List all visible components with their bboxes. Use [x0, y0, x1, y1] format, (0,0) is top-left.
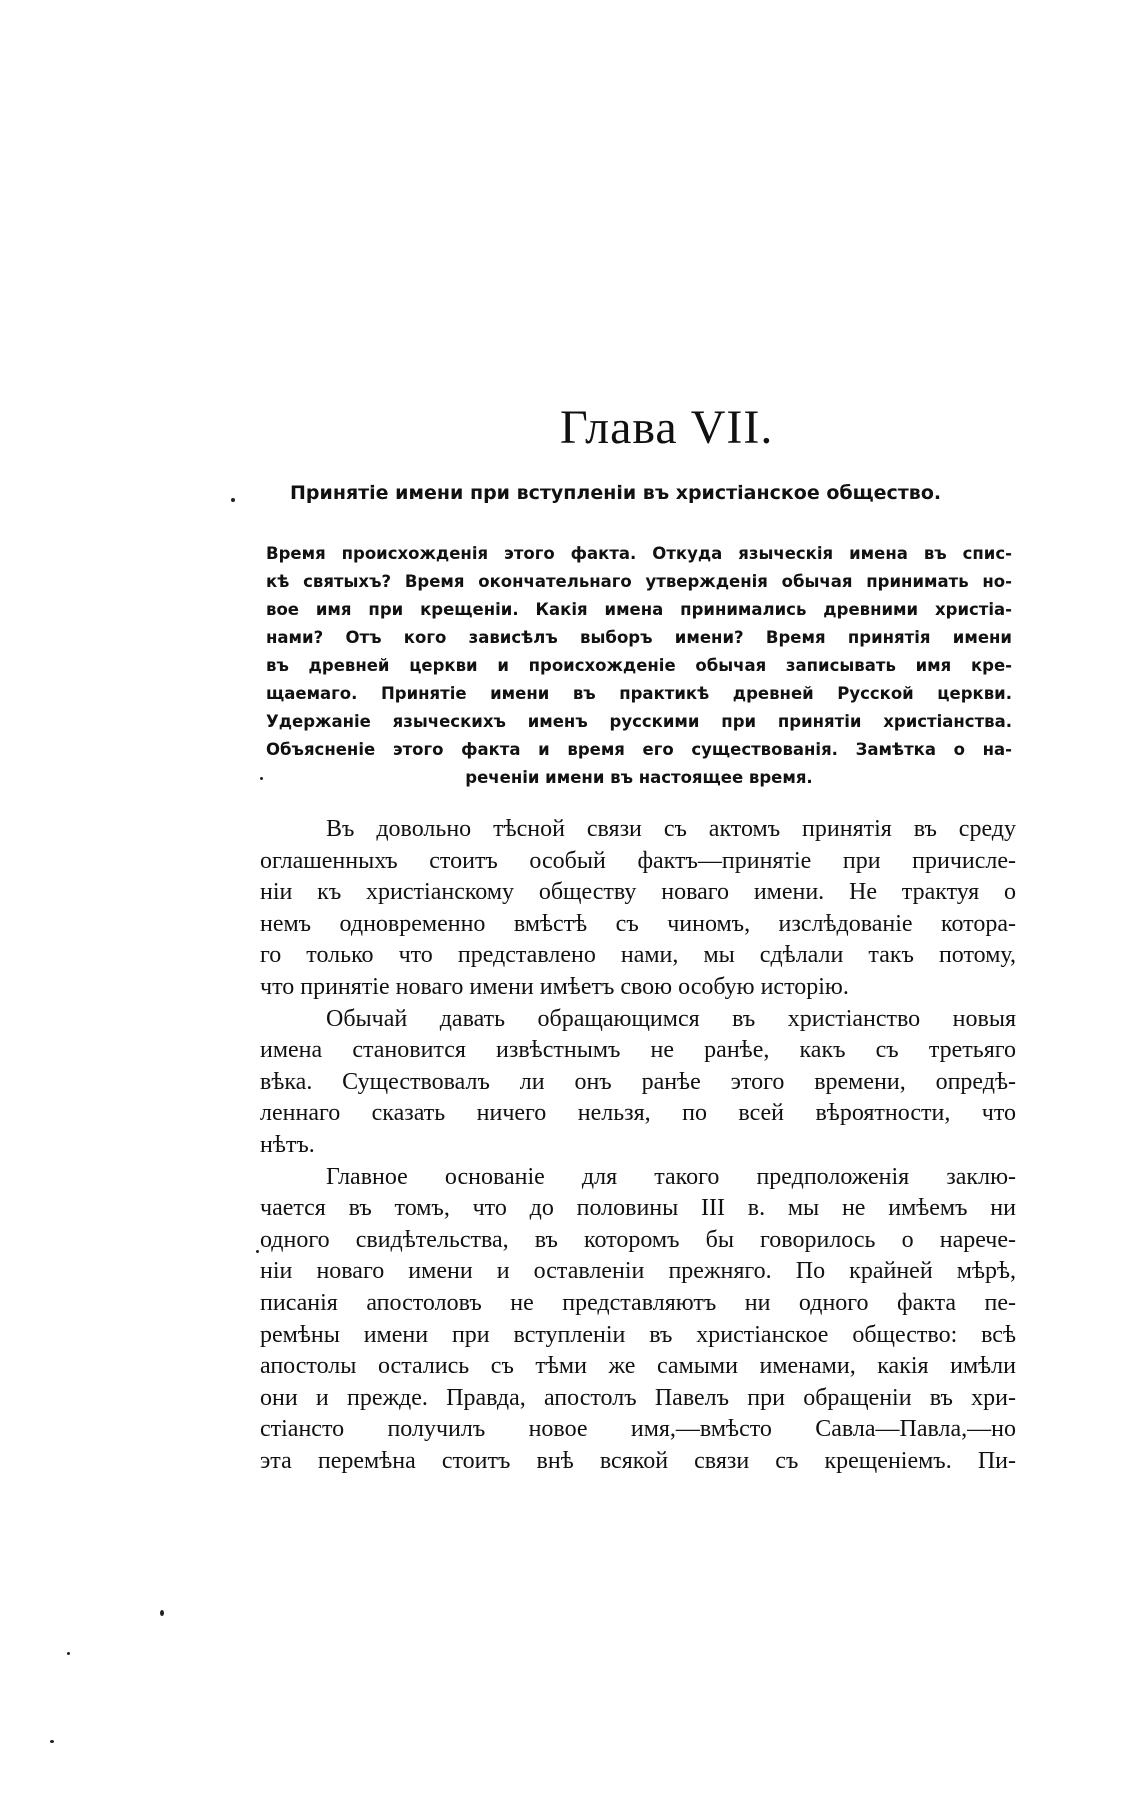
text-line: ніи къ христіанскому обществу новаго имени. Не трактуя о	[260, 879, 1016, 906]
text-line: апостолы остались съ тѣми же самыми именами, какія имѣли	[260, 1353, 1016, 1380]
text-line: ніи новаго имени и оставленіи прежняго. По крайней мѣрѣ,	[260, 1258, 1016, 1285]
text-line: имена становится извѣстнымъ не ранѣе, какъ съ третьяго	[260, 1037, 1016, 1064]
text-line: одного свидѣтельства, въ которомъ бы говорилось о нарече-	[260, 1226, 1016, 1253]
text-line: чается въ томъ, что до половины III в. мы не имѣемъ ни	[260, 1195, 1016, 1222]
scan-speck	[231, 498, 235, 502]
scan-speck	[260, 777, 263, 780]
text-line: го только что представлено нами, мы сдѣлали такъ потому,	[260, 942, 1016, 969]
synopsis-line: въ древней церкви и происхожденіе обычая записывать имя кре-	[266, 656, 1012, 675]
paragraph-2	[260, 1004, 1016, 1162]
scan-speck	[256, 1250, 259, 1253]
chapter-subtitle: Принятіе имени при вступленіи въ христіанское общество.	[290, 482, 942, 504]
text-line: немъ одновременно вмѣстѣ съ чиномъ, изслѣдованіе котора-	[260, 910, 1016, 937]
text-line: оглашенныхъ стоитъ особый фактъ—принятіе при причисле-	[260, 847, 1016, 874]
text-line: эта перемѣна стоитъ внѣ всякой связи съ крещеніемъ. Пи-	[260, 1447, 1016, 1474]
text-line: Въ довольно тѣсной связи съ актомъ принятія въ среду	[326, 816, 1016, 842]
text-line: Обычай давать обращающимся въ христіанство новыя	[326, 1005, 1016, 1032]
text-line: они и прежде. Правда, апостолъ Павелъ при обращеніи въ хри-	[260, 1384, 1016, 1411]
synopsis-line: щаемаго. Принятіе имени въ практикѣ древней Русской церкви.	[266, 684, 1012, 703]
synopsis-line: кѣ святыхъ? Время окончательнаго утвержденія обычая принимать но-	[266, 572, 1012, 591]
synopsis-line: Время происхожденія этого факта. Откуда языческія имена въ спис-	[266, 544, 1012, 563]
text-line: что принятіе новаго имени имѣетъ свою особую исторію.	[260, 973, 849, 1000]
synopsis-line: нами? Отъ кого зависѣлъ выборъ имени? Время принятія имени	[266, 628, 1012, 647]
text-line: ремѣны имени при вступленіи въ христіанское общество: всѣ	[260, 1321, 1016, 1348]
synopsis-line: Объясненіе этого факта и время его существованія. Замѣтка о на-	[266, 740, 1012, 759]
scan-speck	[67, 1652, 70, 1655]
synopsis-line: вое имя при крещеніи. Какія имена принимались древними христіа-	[266, 600, 1012, 619]
text-line: леннаго сказать ничего нельзя, по всей вѣроятности, что	[260, 1100, 1016, 1127]
scan-speck	[160, 1610, 164, 1616]
scan-speck	[50, 1740, 54, 1743]
text-line: стіансто получилъ новое имя,—вмѣсто Савла—Павла,—но	[260, 1416, 1016, 1443]
body-text	[260, 814, 1016, 1477]
chapter-synopsis	[266, 540, 1012, 792]
synopsis-line: реченіи имени въ настоящее время.	[465, 768, 813, 787]
chapter-title: Глава VII.	[560, 401, 774, 454]
text-line: вѣка. Существовалъ ли онъ ранѣе этого времени, опредѣ-	[260, 1068, 1016, 1095]
text-line: Главное основаніе для такого предположенія заклю-	[326, 1163, 1016, 1190]
synopsis-line: Удержаніе языческихъ именъ русскими при принятіи христіанства.	[266, 712, 1012, 731]
text-line: нѣтъ.	[260, 1131, 315, 1158]
paragraph-3	[260, 1162, 1016, 1478]
text-line: писанія апостоловъ не представляютъ ни одного факта пе-	[260, 1289, 1016, 1316]
paragraph-1	[260, 814, 1016, 1004]
